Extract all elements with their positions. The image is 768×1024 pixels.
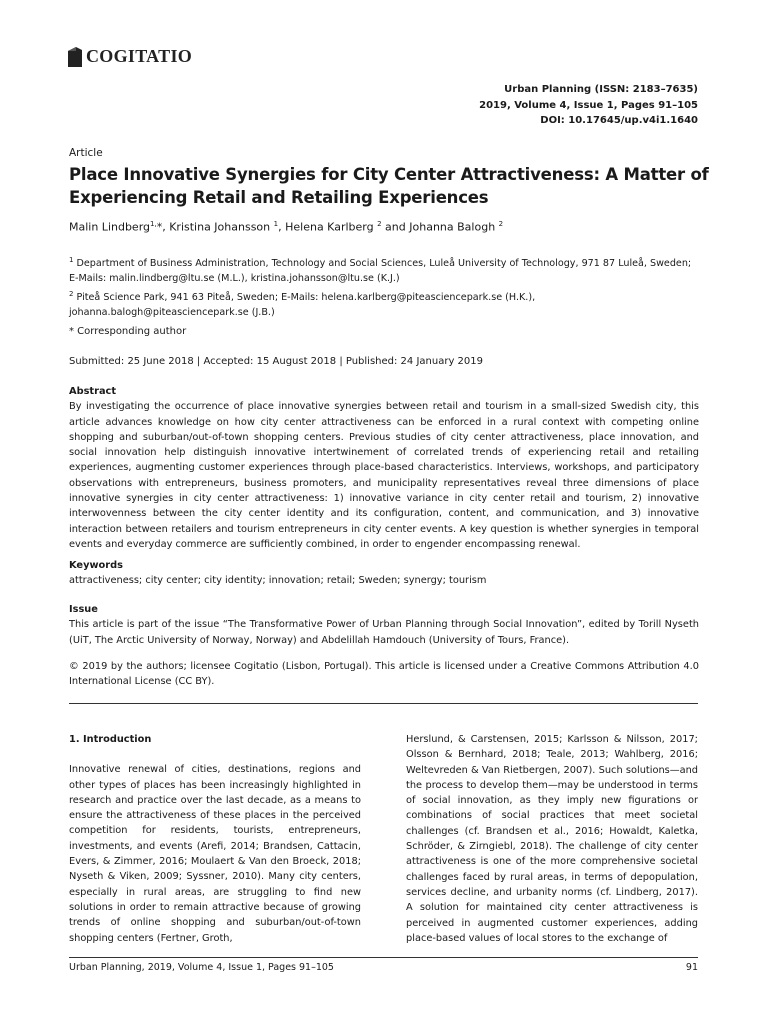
cogitatio-logo-icon <box>68 47 82 67</box>
affiliation-mark: 1 <box>69 256 74 264</box>
corresponding-author: * Corresponding author <box>69 326 187 337</box>
body-column-left <box>69 732 361 946</box>
author-affil-mark: 2 <box>377 220 382 228</box>
license-section <box>69 659 699 690</box>
author-name: Kristina Johansson <box>169 220 271 234</box>
journal-meta <box>479 82 698 129</box>
abstract-text: By investigating the occurrence of place innovative synergies between retail and tourism in a small-sized Swedish city, this article advances knowledge on how city center attractiveness can be enforced in a rural context with competing online shopping and suburban/out-of-town shopping centers. Previous studies of city center attractiveness, place innovation, and social innovation help distinguish innovative intertwinement of correlated trends of experiencing retail and retailing experiences, augmenting customer experiences through place-based characteristics. Interviews, workshops, and participatory observations with entrepreneurs, business promoters, and municipality representatives reveal three dimensions of place innovative synergies in city center attractiveness: 1) innovative variance in city center retail and tourism, 2) innovative interwovenness between the city center identity and its configuration, content, and communication, and 3) innovative interaction between retailers and tourism entrepreneurs in city center events. A key question is whether synergies in temporal events and everyday commerce are sufficiently combined, in order to engender encompassing renewal. <box>69 401 699 550</box>
author-affil-mark: 2 <box>498 220 504 228</box>
affiliation-text: Piteå Science Park, 941 63 Piteå, Sweden; E-Mails: helena.karlberg@piteasciencepark.se (H.K.), johanna.balogh@piteasciencepark.se (J.B.) <box>69 291 536 319</box>
affiliation-text: Department of Business Administration, Technology and Social Sciences, Luleå University of Technology, 971 87 Luleå, Sweden; E-Mails: malin.lindberg@ltu.se (M.L.), kristina.johansson@ltu.se (K.J.) <box>69 258 692 285</box>
author-separator: and <box>381 220 410 234</box>
author-affil-mark: 1 <box>273 220 279 228</box>
keywords-heading: Keywords <box>69 560 123 571</box>
abstract-section <box>69 384 699 552</box>
author-affil-mark: 1, <box>150 220 157 228</box>
keywords-text: attractiveness; city center; city identity; innovation; retail; Sweden; synergy; tourism <box>69 575 487 587</box>
header-divider <box>69 703 698 704</box>
journal-doi[interactable]: DOI: 10.17645/up.v4i1.1640 <box>540 115 698 126</box>
affiliation-mark: 2 <box>69 289 74 298</box>
footer-citation: Urban Planning, 2019, Volume 4, Issue 1, Pages 91–105 <box>69 962 334 973</box>
affiliation-1 <box>69 253 701 287</box>
license-text: © 2019 by the authors; licensee Cogitatio (Lisbon, Portugal). This article is licensed under a Creative Commons Attribution 4.0 International License (CC BY). <box>69 661 699 688</box>
affiliations <box>69 253 701 321</box>
issue-heading: Issue <box>69 604 98 615</box>
author-name: Johanna Balogh <box>409 220 496 234</box>
keywords-section <box>69 558 699 589</box>
journal-issn: Urban Planning (ISSN: 2183–7635) <box>504 84 698 95</box>
journal-volume: 2019, Volume 4, Issue 1, Pages 91–105 <box>479 99 698 111</box>
author-name: Helena Karlberg <box>285 220 374 234</box>
section-heading: 1. Introduction <box>69 734 152 745</box>
footer-divider <box>69 957 698 958</box>
body-paragraph: Herslund, & Carstensen, 2015; Karlsson & Nilsson, 2017; Olsson & Bernhard, 2018; Teale, 2013; Wahlberg, 2016; Weltevreden & Van Rietbergen, 2007). Such solutions—and the process to develop them—may be understood in terms of social innovation, as they imply new figurations or combinations of social practices that meet societal challenges (cf. Brandsen et al., 2016; Howaldt, Kaletka, Schröder, & Zirngiebl, 2018). The challenge of city center attractiveness is one of the more comprehensive societal challenges faced by rural areas, in terms of depopulation, services decline, and urbanity norms (cf. Lindberg, 2017). A solution for maintained city center attractiveness is perceived in augmented customer experiences, adding place-based values of local stores to the exchange of <box>406 734 698 944</box>
publisher-logo <box>68 46 192 67</box>
article-type: Article <box>69 147 103 159</box>
body-column-right <box>406 732 698 946</box>
page-number: 91 <box>685 962 698 973</box>
article-title: Place Innovative Synergies for City Center Attractiveness: A Matter of Experiencing Retail and Retailing Experiences <box>69 165 709 207</box>
author-list <box>69 220 503 234</box>
issue-text: This article is part of the issue “The Transformative Power of Urban Planning through Social Innovation”, edited by Torill Nyseth (UiT, The Arctic University of Norway, Norway) and Abdelillah Hamdouch (University of Tours, France). <box>69 619 699 646</box>
author-separator: *, <box>156 220 170 234</box>
abstract-heading: Abstract <box>69 386 117 397</box>
affiliation-2 <box>69 287 701 321</box>
issue-section <box>69 602 699 648</box>
author-name: Malin Lindberg <box>69 220 151 234</box>
publication-dates: Submitted: 25 June 2018 | Accepted: 15 August 2018 | Published: 24 January 2019 <box>69 356 483 367</box>
author-separator: , <box>278 220 286 234</box>
body-paragraph: Innovative renewal of cities, destinations, regions and other types of places has been increasingly highlighted in research and practice over the last decade, as a means to ensure the attractiveness of these places in the perceived competition for residents, tourists, entrepreneurs, investments, and events (Arefi, 2014; Brandsen, Cattacin, Evers, & Zimmer, 2016; Moulaert & Van den Broeck, 2018; Nyseth & Viken, 2009; Syssner, 2010). Many city centers, especially in rural areas, are struggling to find new solutions in order to remain attractive because of growing trends of online shopping and suburban/out-of-town shopping centers (Fertner, Groth, <box>69 764 361 944</box>
publisher-name: COGITATIO <box>86 46 193 66</box>
